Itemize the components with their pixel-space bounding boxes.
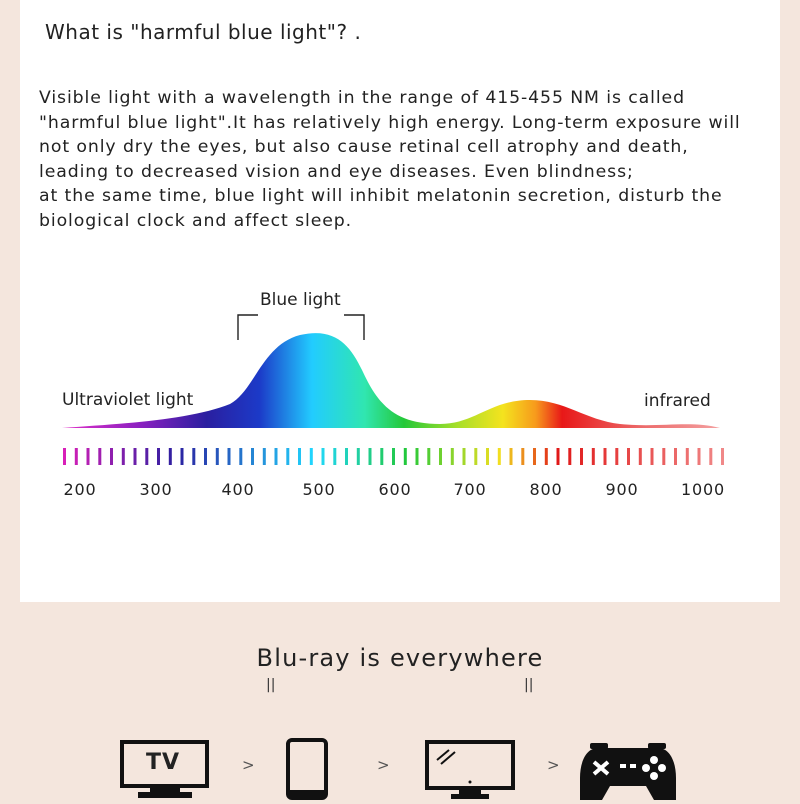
- wavelength-tick: [392, 448, 395, 465]
- wavelength-tick: [639, 448, 642, 465]
- wavelength-tick: [709, 448, 712, 465]
- wavelength-tick: [169, 448, 172, 465]
- wavelength-tick: [263, 448, 266, 465]
- description-line: biological clock and affect sleep.: [39, 210, 353, 231]
- tv-icon-text: TV: [146, 750, 181, 775]
- wavelength-tick: [122, 448, 125, 465]
- wavelength-tick: [474, 448, 477, 465]
- wavelength-tick: [686, 448, 689, 465]
- wavelength-tick: [380, 448, 383, 465]
- wavelength-tick: [651, 448, 654, 465]
- description-line: leading to decreased vision and eye diseases. Even blindness;: [39, 161, 634, 182]
- wavelength-tick: [239, 448, 242, 465]
- wavelength-tick: [275, 448, 278, 465]
- tick-label: 500: [302, 480, 336, 499]
- tick-label: 600: [378, 480, 412, 499]
- tick-label: 1000: [681, 480, 725, 499]
- separator-arrow: >: [547, 756, 560, 774]
- separator-arrow: >: [242, 756, 255, 774]
- wavelength-tick: [322, 448, 325, 465]
- description-line: at the same time, blue light will inhibit melatonin secretion, disturb the: [39, 186, 723, 206]
- phone-icon: [286, 738, 330, 804]
- tick-label: 300: [139, 480, 173, 499]
- description-line: not only dry the eyes, but also cause retinal cell atrophy and death,: [39, 137, 689, 157]
- wavelength-tick: [192, 448, 195, 465]
- wavelength-tick: [181, 448, 184, 465]
- gamepad-icon: [578, 738, 678, 804]
- tick-label: 400: [221, 480, 255, 499]
- wavelength-tick: [98, 448, 101, 465]
- section-title: Blu-ray is everywhere: [256, 644, 544, 672]
- wavelength-tick: [251, 448, 254, 465]
- wavelength-tick: [427, 448, 430, 465]
- wavelength-tick: [592, 448, 595, 465]
- wavelength-tick: [498, 448, 501, 465]
- blue-light-label: Blue light: [260, 290, 341, 310]
- wavelength-tick: [451, 448, 454, 465]
- wavelength-tick: [510, 448, 513, 465]
- tv-icon: [120, 740, 210, 804]
- wavelength-tick: [627, 448, 630, 465]
- wavelength-tick: [545, 448, 548, 465]
- wavelength-tick: [310, 448, 313, 465]
- wavelength-tick: [204, 448, 207, 465]
- wavelength-tick: [521, 448, 524, 465]
- wavelength-tick: [145, 448, 148, 465]
- wavelength-tick: [615, 448, 618, 465]
- wavelength-tick: [533, 448, 536, 465]
- wavelength-tick: [216, 448, 219, 465]
- wavelength-tick: [604, 448, 607, 465]
- wavelength-tick: [557, 448, 560, 465]
- monitor-icon: [425, 740, 517, 804]
- wavelength-tick: [286, 448, 289, 465]
- wavelength-tick: [568, 448, 571, 465]
- tick-label: 200: [63, 480, 97, 499]
- wavelength-tick: [674, 448, 677, 465]
- separator-arrow: >: [377, 756, 390, 774]
- wavelength-tick: [228, 448, 231, 465]
- infrared-label: infrared: [644, 391, 711, 411]
- wavelength-tick: [63, 448, 66, 465]
- wavelength-tick: [580, 448, 583, 465]
- wavelength-tick: [110, 448, 113, 465]
- wavelength-tick: [698, 448, 701, 465]
- tick-label: 800: [529, 480, 563, 499]
- divider-mark: ||: [266, 677, 276, 693]
- wavelength-tick: [463, 448, 466, 465]
- wavelength-tick: [345, 448, 348, 465]
- wavelength-tick: [333, 448, 336, 465]
- wavelength-tick: [87, 448, 90, 465]
- wavelength-tick: [157, 448, 160, 465]
- wavelength-tick: [369, 448, 372, 465]
- wavelength-tick: [721, 448, 724, 465]
- wavelength-tick: [416, 448, 419, 465]
- wavelength-tick: [75, 448, 78, 465]
- wavelength-tick: [439, 448, 442, 465]
- spectrum-curve: [62, 333, 720, 428]
- divider-mark: ||: [524, 677, 534, 693]
- wavelength-tick: [298, 448, 301, 465]
- wavelength-tick-marks: [63, 448, 724, 465]
- wavelength-tick: [404, 448, 407, 465]
- ultraviolet-label: Ultraviolet light: [62, 390, 194, 410]
- tick-label: 700: [453, 480, 487, 499]
- description-line: Visible light with a wavelength in the range of 415-455 NM is called: [39, 88, 685, 108]
- wavelength-tick: [486, 448, 489, 465]
- tick-label: 900: [605, 480, 639, 499]
- wavelength-tick: [357, 448, 360, 465]
- page-title: What is "harmful blue light"? .: [45, 20, 362, 44]
- description-line: "harmful blue light".It has relatively high energy. Long-term exposure will: [39, 112, 741, 133]
- wavelength-tick: [134, 448, 137, 465]
- wavelength-tick: [662, 448, 665, 465]
